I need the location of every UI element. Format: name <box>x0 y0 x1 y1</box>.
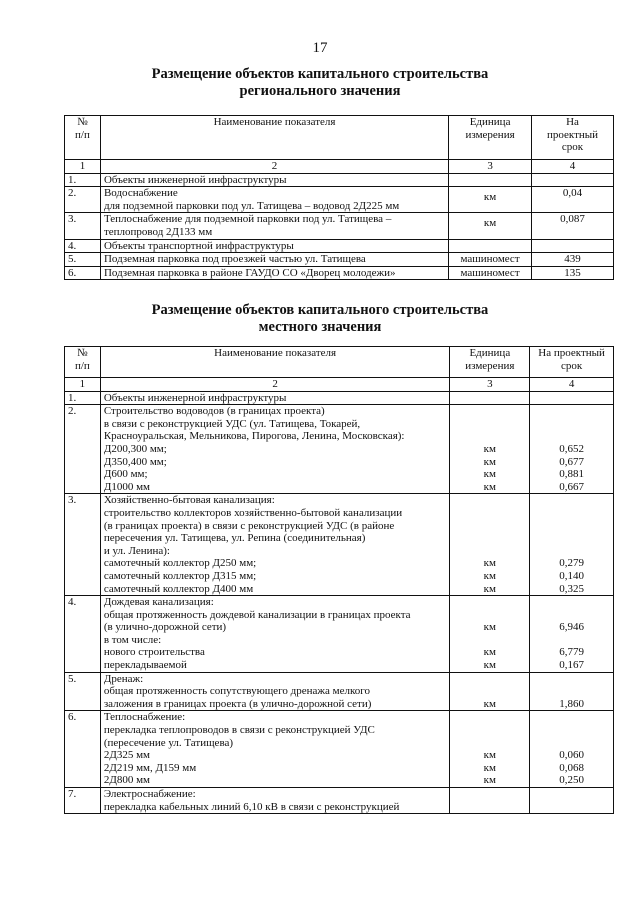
page-number: 17 <box>312 40 328 56</box>
table-row: 7. Электроснабжение: перекладка кабельных линий 6,10 кВ в связи с реконструкцией <box>65 788 614 814</box>
header-name: Наименование показателя <box>100 116 448 160</box>
header-unit: Единица измерения <box>449 116 532 160</box>
table-row: 2. Строительство водоводов (в границах проекта) в связи с реконструкцией УДС (ул. Татищева, Токарей, Красноуральская, Мельникова, Пирогова, Ленина, Московская): Д200,300 мм; Д350,400 мм; Д600 мм; Д1000 мм км км км км 0,652 0,677 0,881 0,667 <box>65 405 614 494</box>
table-row: 5. Подземная парковка под проезжей частью ул. Татищева машиномест 439 <box>65 253 614 267</box>
table-row: 3. Хозяйственно-бытовая канализация: строительство коллекторов хозяйственно-бытовой канализации (в границах проекта) в связи с реконструкцией УДС (в районе пересечения ул. Татищева, ул. Репина (соединительная) и ул. Ленина): самотечный коллектор Д250 мм; самотечный коллектор Д315 мм; самотечный коллектор Д400 мм км км км 0,279 0,140 0,325 <box>65 494 614 596</box>
column-number-row: 1 2 3 4 <box>65 378 614 392</box>
column-number-row: 1 2 3 4 <box>65 160 614 174</box>
table-row: 2. Водоснабжение для подземной парковки под ул. Татищева – водовод 2Д225 мм км 0,04 <box>65 187 614 213</box>
table-header-row <box>65 347 614 378</box>
table-row: 5. Дренаж: общая протяженность сопутствующего дренажа мелкого заложения в границах проекта (в улично-дорожной сети) км 1,860 <box>65 672 614 711</box>
regional-objects-table <box>64 115 614 280</box>
table-row: 6. Подземная парковка в районе ГАУДО СО «Дворец молодежи» машиномест 135 <box>65 266 614 280</box>
header-name: Наименование показателя <box>100 347 450 378</box>
table-row: 6. Теплоснабжение: перекладка теплопроводов в связи с реконструкцией УДС (пересечение ул. Татищева) 2Д325 мм 2Д219 мм, Д159 мм 2Д800 мм км км км 0,060 0,068 0,250 <box>65 711 614 788</box>
table-row: 4. Дождевая канализация: общая протяженность дождевой канализации в границах проекта (в улично-дорожной сети) в том числе: нового строительства перекладываемой км км км 6,946 6,779 0,167 <box>65 596 614 673</box>
table-row: 3. Теплоснабжение для подземной парковки под ул. Татищева – теплопровод 2Д133 мм км 0,087 <box>65 213 614 239</box>
table-row: 1. Объекты инженерной инфраструктуры <box>65 391 614 405</box>
regional-section-title: Размещение объектов капитального строительства регионального значения <box>151 66 489 99</box>
local-section-title: Размещение объектов капитального строительства местного значения <box>151 302 489 335</box>
table-row: 1. Объекты инженерной инфраструктуры <box>65 173 614 187</box>
local-objects-table <box>64 346 614 814</box>
table-header-row <box>65 116 614 160</box>
header-unit: Единица измерения <box>450 347 530 378</box>
header-num: № п/п <box>65 116 101 160</box>
header-term: На проектный срок <box>530 347 614 378</box>
header-num: № п/п <box>65 347 101 378</box>
header-term: На проектный срок <box>532 116 614 160</box>
table-row: 4. Объекты транспортной инфраструктуры <box>65 239 614 253</box>
